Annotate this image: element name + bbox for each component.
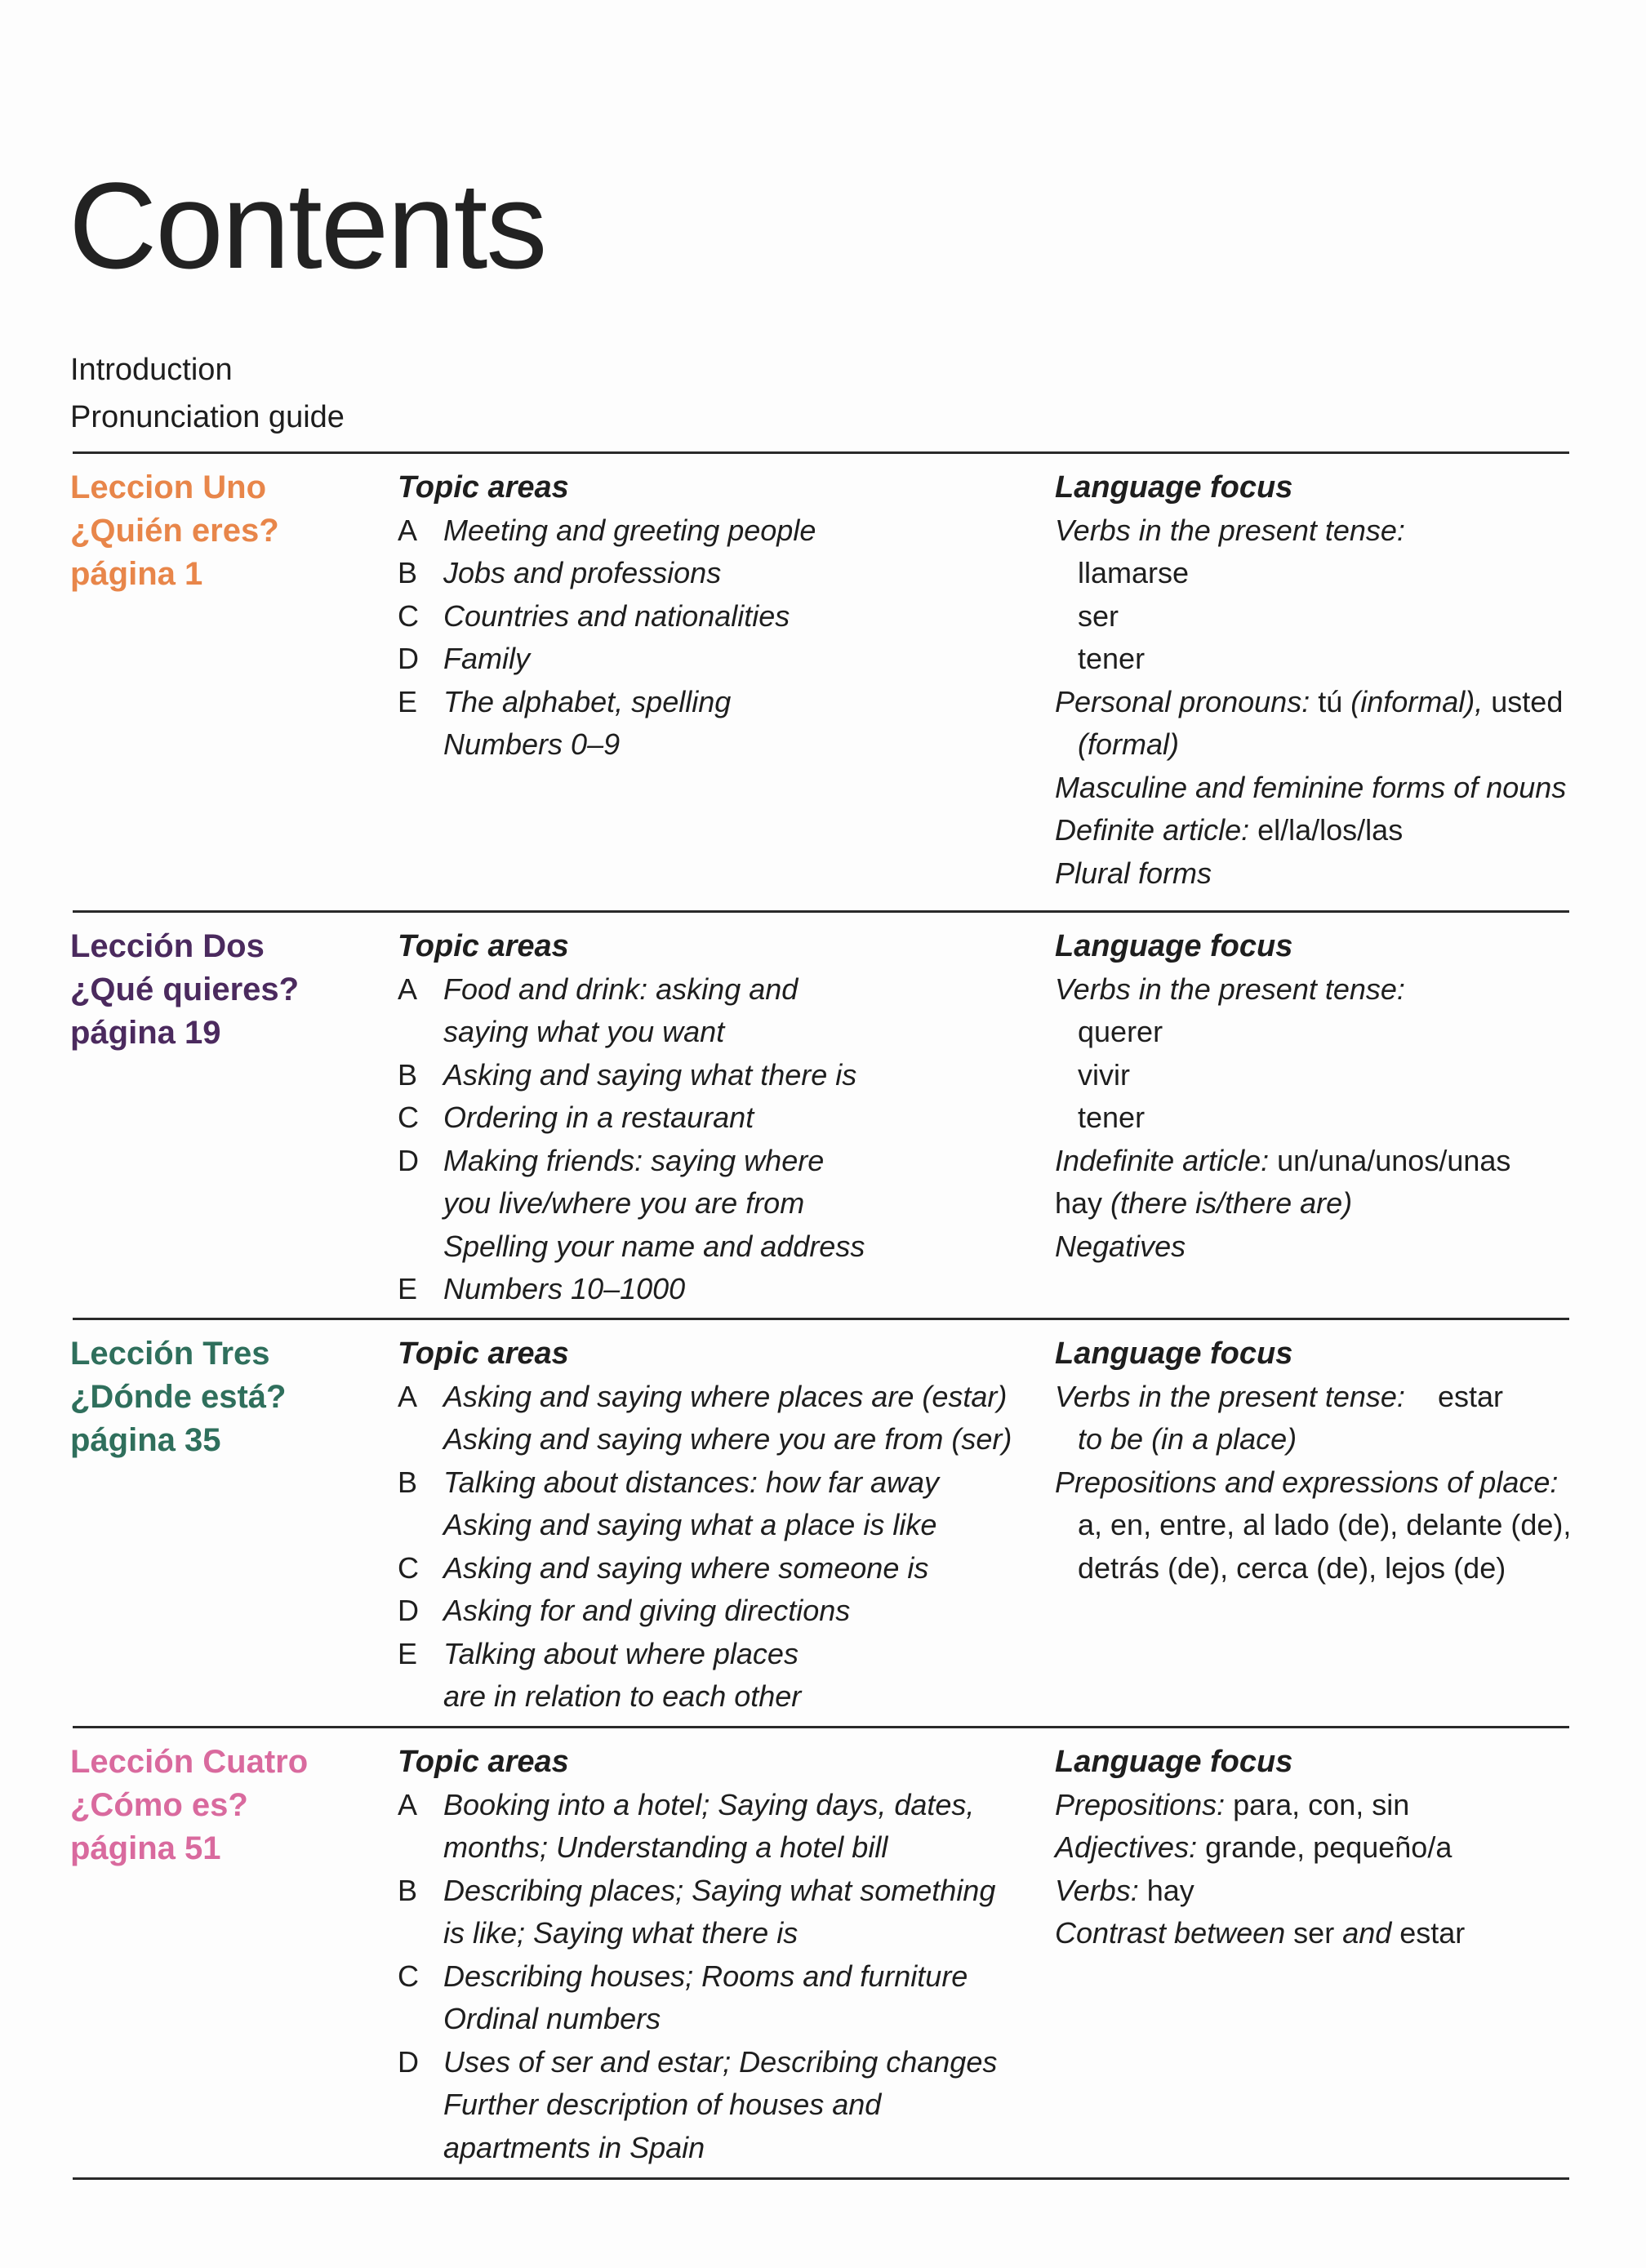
content-line xyxy=(398,1418,1012,1461)
text-segment: hay xyxy=(1146,1873,1194,1907)
language-focus-heading: Language focus xyxy=(1055,470,1293,505)
content-line xyxy=(1055,1096,1510,1140)
content-line xyxy=(398,1054,865,1097)
topic-letter: E xyxy=(398,684,418,718)
topic-letter: A xyxy=(398,1379,418,1413)
content-line xyxy=(398,1461,1012,1505)
text-segment: Verbs: xyxy=(1055,1873,1147,1907)
topic-areas xyxy=(398,466,816,767)
text-segment: detrás (de), cerca (de), lejos (de) xyxy=(1078,1550,1506,1585)
topic-letter: C xyxy=(398,1101,419,1134)
topic-letter: D xyxy=(398,642,419,675)
content-line xyxy=(398,1870,997,1913)
lesson-header[interactable] xyxy=(70,466,279,596)
text-segment: Plural forms xyxy=(1055,856,1212,890)
content-line xyxy=(398,1826,997,1870)
content-line xyxy=(1055,1182,1510,1225)
text-segment: Asking and saying where places are xyxy=(443,1379,923,1413)
content-line xyxy=(1055,552,1566,595)
topic-letter: C xyxy=(398,1959,419,1993)
content-line xyxy=(398,2127,997,2170)
topic-letter: E xyxy=(398,1636,418,1670)
text-segment: Talking about distances: how far away xyxy=(443,1465,940,1499)
language-focus-heading: Language focus xyxy=(1055,929,1293,963)
text-segment: Prepositions and expressions of place: xyxy=(1055,1465,1559,1499)
content-line xyxy=(1055,1784,1465,1827)
lesson-name: Lección Dos xyxy=(70,928,265,964)
text-segment: to be (in a place) xyxy=(1078,1422,1297,1456)
content-line xyxy=(398,1096,865,1140)
text-segment: Definite article: xyxy=(1055,813,1258,847)
content-line xyxy=(1055,1826,1465,1870)
topic-areas-heading: Topic areas xyxy=(398,929,569,963)
section-divider xyxy=(73,910,1569,913)
text-segment: Food and drink: asking and xyxy=(443,972,799,1006)
text-segment: Booking into a hotel; Saying days, dates, xyxy=(443,1787,975,1821)
text-segment: are in relation to each other xyxy=(443,1679,802,1713)
content-line xyxy=(1055,1461,1571,1505)
topic-letter: A xyxy=(398,972,418,1006)
topic-letter: E xyxy=(398,1272,418,1305)
lesson-name: Lección Cuatro xyxy=(70,1744,309,1780)
content-line xyxy=(1055,1376,1571,1419)
text-segment: tener xyxy=(1078,642,1146,675)
topic-letter: B xyxy=(398,1873,418,1907)
lesson-header[interactable] xyxy=(70,1332,286,1462)
content-line xyxy=(398,1784,997,1827)
topic-areas xyxy=(398,925,865,1311)
content-line xyxy=(398,1675,1012,1719)
topic-letter: B xyxy=(398,1465,418,1499)
text-segment: Asking and saying what there is xyxy=(443,1057,857,1092)
text-segment: months; Understanding a hotel bill xyxy=(443,1830,888,1864)
content-line xyxy=(398,1633,1012,1676)
content-line xyxy=(1055,1870,1465,1913)
language-focus xyxy=(1055,1741,1465,1955)
text-segment: hay xyxy=(1055,1186,1111,1220)
text-segment: Ordering in a restaurant xyxy=(443,1101,754,1134)
text-segment: Verbs in the present tense: xyxy=(1055,1379,1438,1413)
text-segment: Ordinal numbers xyxy=(443,2002,661,2035)
content-line xyxy=(398,968,865,1012)
topic-letter: A xyxy=(398,513,418,547)
content-line xyxy=(398,552,816,595)
text-segment: Asking and saying where someone is xyxy=(443,1550,929,1585)
topic-letter: A xyxy=(398,1787,418,1821)
language-focus-heading: Language focus xyxy=(1055,1745,1293,1779)
text-segment: vivir xyxy=(1078,1057,1130,1092)
section-divider xyxy=(73,451,1569,454)
lesson-page[interactable]: página 19 xyxy=(70,1015,221,1051)
text-segment: llamarse xyxy=(1078,556,1190,589)
text-segment: Making friends: saying where xyxy=(443,1143,825,1177)
topic-letter: D xyxy=(398,1594,419,1627)
topic-letter: C xyxy=(398,598,419,633)
text-segment: Prepositions: xyxy=(1055,1787,1234,1821)
content-line xyxy=(1055,1140,1510,1183)
text-segment: estar xyxy=(1437,1379,1503,1413)
text-segment: you live/where you are from xyxy=(443,1186,805,1220)
lesson-question: ¿Cómo es? xyxy=(70,1787,248,1823)
topic-areas xyxy=(398,1332,1012,1719)
content-line xyxy=(1055,968,1510,1012)
text-segment: grande, pequeño/a xyxy=(1205,1830,1452,1864)
content-line xyxy=(398,1011,865,1054)
text-segment: ser xyxy=(1293,1916,1343,1950)
content-line xyxy=(1055,1504,1571,1547)
text-segment: (there is/there are) xyxy=(1110,1186,1353,1220)
text-segment: Family xyxy=(443,642,530,675)
text-segment: Asking and saying where you are from xyxy=(443,1422,952,1456)
content-line xyxy=(1055,723,1566,767)
topic-letter: B xyxy=(398,556,418,589)
language-focus xyxy=(1055,925,1510,1268)
content-line xyxy=(398,509,816,553)
introduction-link[interactable]: Introduction xyxy=(70,353,233,387)
topic-letter: B xyxy=(398,1057,418,1092)
text-segment: usted xyxy=(1491,684,1564,718)
text-segment: tener xyxy=(1078,1101,1146,1134)
topic-areas xyxy=(398,1741,997,2169)
content-line xyxy=(1055,809,1566,852)
content-line xyxy=(1055,1547,1571,1590)
lesson-name: Lección Tres xyxy=(70,1336,270,1372)
text-segment: un/una/unos/unas xyxy=(1277,1143,1511,1177)
text-segment: Personal pronouns: xyxy=(1055,684,1319,718)
language-focus xyxy=(1055,466,1566,895)
text-segment: (formal) xyxy=(1078,727,1179,761)
lesson-question: ¿Quién eres? xyxy=(70,513,279,549)
content-line xyxy=(398,1376,1012,1419)
text-segment: Contrast between xyxy=(1055,1916,1294,1950)
content-line xyxy=(398,1504,1012,1547)
topic-areas-heading: Topic areas xyxy=(398,470,569,505)
lesson-page[interactable]: página 1 xyxy=(70,556,203,592)
content-line xyxy=(1055,681,1566,724)
text-segment: Describing places; Saying what something xyxy=(443,1873,996,1907)
text-segment: Talking about where places xyxy=(443,1636,799,1670)
lesson-name: Leccion Uno xyxy=(70,469,267,505)
lesson-page[interactable]: página 51 xyxy=(70,1830,221,1866)
text-segment: querer xyxy=(1078,1015,1163,1048)
text-segment: ser xyxy=(1078,598,1119,633)
text-segment: Uses of ser and estar; Describing changes xyxy=(443,2044,998,2079)
section-divider xyxy=(73,2177,1569,2180)
lesson-page[interactable]: página 35 xyxy=(70,1422,221,1458)
text-segment: Meeting and greeting people xyxy=(443,513,816,547)
content-line xyxy=(1055,1011,1510,1054)
content-line xyxy=(1055,1912,1465,1955)
lesson-header[interactable] xyxy=(70,1741,308,1870)
content-line xyxy=(398,681,816,724)
text-segment: el/la/los/las xyxy=(1257,813,1404,847)
text-segment: Countries and nationalities xyxy=(443,598,790,633)
text-segment: (estar) xyxy=(922,1379,1008,1413)
topic-letter: C xyxy=(398,1550,419,1585)
text-segment: Asking for and giving directions xyxy=(443,1594,851,1627)
text-segment: Describing houses; Rooms and furniture xyxy=(443,1959,968,1993)
text-segment: The alphabet, spelling xyxy=(443,684,732,718)
content-line xyxy=(1055,1418,1571,1461)
text-segment: para, con, sin xyxy=(1233,1787,1410,1821)
text-segment: saying what you want xyxy=(443,1015,725,1048)
content-line xyxy=(398,2083,997,2127)
text-segment: tú xyxy=(1318,684,1351,718)
text-segment: Negatives xyxy=(1055,1229,1186,1263)
topic-areas-heading: Topic areas xyxy=(398,1336,569,1371)
text-segment: a, en, entre, al lado (de), delante (de), xyxy=(1078,1508,1572,1541)
text-segment: estar xyxy=(1399,1916,1466,1950)
text-segment: apartments in Spain xyxy=(443,2130,705,2164)
content-line xyxy=(398,1268,865,1311)
content-line xyxy=(1055,852,1566,896)
page-title: Contents xyxy=(69,157,546,294)
content-line xyxy=(398,1225,865,1269)
content-line xyxy=(1055,1225,1510,1269)
content-line xyxy=(398,1998,997,2041)
text-segment: (ser) xyxy=(951,1422,1012,1456)
text-segment: Jobs and professions xyxy=(443,556,722,589)
text-segment: Numbers 0–9 xyxy=(443,727,621,761)
text-segment: Masculine and feminine forms of nouns xyxy=(1055,770,1567,804)
content-line xyxy=(398,1140,865,1183)
content-line xyxy=(1055,638,1566,681)
text-segment: Spelling your name and address xyxy=(443,1229,865,1263)
content-line xyxy=(398,1547,1012,1590)
pronunciation-guide-link[interactable]: Pronunciation guide xyxy=(70,400,345,434)
text-segment: (informal), xyxy=(1350,684,1492,718)
content-line xyxy=(1055,1054,1510,1097)
language-focus-heading: Language focus xyxy=(1055,1336,1293,1371)
language-focus xyxy=(1055,1332,1571,1590)
section-divider xyxy=(73,1318,1569,1320)
section-divider xyxy=(73,1726,1569,1728)
text-segment: and xyxy=(1342,1916,1400,1950)
text-segment: is like; Saying what there is xyxy=(443,1916,799,1950)
content-line xyxy=(398,1590,1012,1633)
text-segment: Verbs in the present tense: xyxy=(1055,972,1405,1006)
content-line xyxy=(398,595,816,638)
topic-areas-heading: Topic areas xyxy=(398,1745,569,1779)
lesson-header[interactable] xyxy=(70,925,299,1055)
lesson-question: ¿Dónde está? xyxy=(70,1379,287,1415)
content-line xyxy=(1055,509,1566,553)
content-line xyxy=(398,638,816,681)
text-segment: Numbers 10–1000 xyxy=(443,1272,686,1305)
content-line xyxy=(398,1182,865,1225)
lesson-question: ¿Qué quieres? xyxy=(70,972,300,1007)
text-segment: Verbs in the present tense: xyxy=(1055,513,1405,547)
content-line xyxy=(398,2041,997,2084)
text-segment: Asking and saying what a place is like xyxy=(443,1508,937,1541)
text-segment: Further description of houses and xyxy=(443,2088,882,2121)
content-line xyxy=(398,1955,997,1999)
content-line xyxy=(1055,767,1566,810)
text-segment: Indefinite article: xyxy=(1055,1143,1278,1177)
topic-letter: D xyxy=(398,1143,419,1177)
text-segment: Adjectives: xyxy=(1055,1830,1206,1864)
content-line xyxy=(398,1912,997,1955)
content-line xyxy=(398,723,816,767)
topic-letter: D xyxy=(398,2044,419,2079)
content-line xyxy=(1055,595,1566,638)
